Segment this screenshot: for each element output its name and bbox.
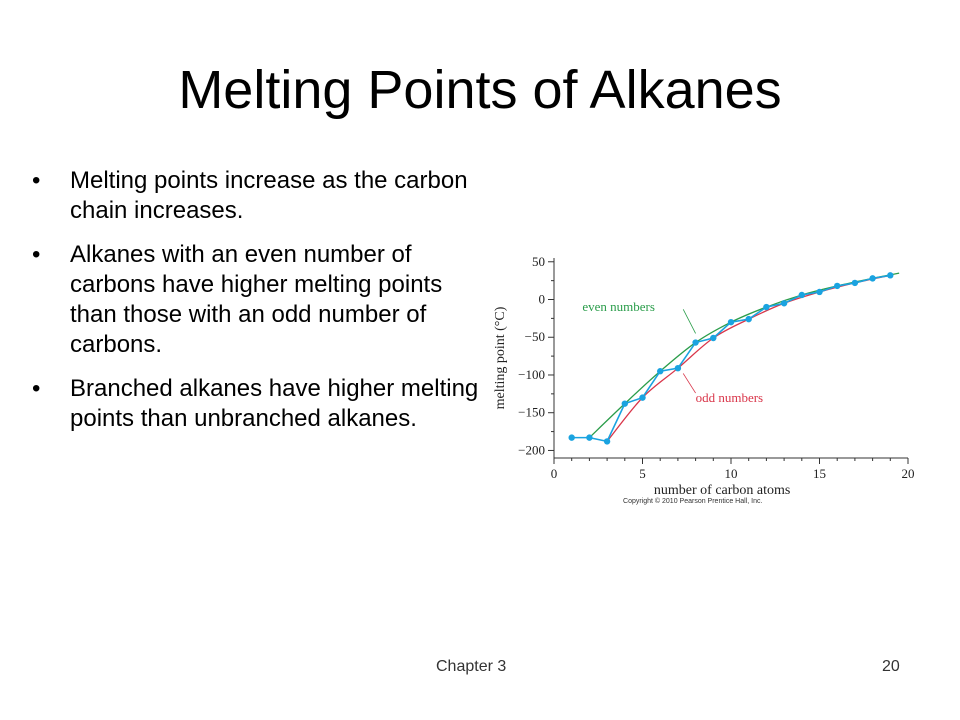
bullet-list [32, 166, 482, 448]
odd-numbers-leader [683, 373, 695, 393]
data-point [763, 304, 769, 310]
data-point [569, 434, 575, 440]
data-point [816, 289, 822, 295]
bullet-text: Branched alkanes have higher melting points than unbranched alkanes. [70, 375, 479, 432]
data-point [710, 335, 716, 341]
x-tick-label: 10 [724, 466, 738, 481]
x-tick-label: 5 [639, 466, 646, 481]
footer-chapter: Chapter 3 [436, 658, 507, 675]
y-tick-label: −50 [524, 329, 545, 345]
footer-page-number: 20 [882, 658, 900, 675]
legend-even-numbers: even numbers [582, 298, 655, 314]
chart-svg [484, 248, 924, 520]
x-tick-label: 15 [813, 466, 826, 481]
data-point [852, 280, 858, 286]
data-point [834, 283, 840, 289]
data-point [675, 365, 681, 371]
data-point [746, 316, 752, 322]
y-axis-label: melting point (°C) [493, 306, 508, 410]
data-point [692, 339, 698, 345]
bullet-text: Melting points increase as the carbon chain increases. [70, 167, 468, 224]
even-numbers-leader [683, 309, 695, 333]
data-point [799, 292, 805, 298]
y-tick-label: −150 [518, 404, 545, 420]
bullet-item [32, 374, 482, 434]
x-tick-label: 20 [901, 466, 915, 481]
data-point [728, 319, 734, 325]
y-tick-label: −100 [518, 366, 545, 382]
legend-odd-numbers: odd numbers [695, 390, 764, 406]
melting-point-chart [484, 248, 924, 520]
data-point [622, 400, 628, 406]
y-tick-label: −200 [518, 442, 545, 458]
even-numbers-curve [589, 273, 899, 438]
bullet-dot-icon: • [32, 241, 41, 268]
data-point [657, 368, 663, 374]
data-point [639, 394, 645, 400]
bullet-item [32, 166, 482, 226]
bullet-item [32, 240, 482, 360]
bullet-dot-icon: • [32, 167, 41, 194]
y-tick-label: 0 [538, 291, 545, 307]
x-axis-label: number of carbon atoms [653, 483, 791, 498]
slide-title: Melting Points of Alkanes [178, 60, 782, 120]
bullet-dot-icon: • [32, 375, 41, 402]
data-point [604, 438, 610, 444]
data-point [781, 300, 787, 306]
y-tick-label: 50 [532, 253, 545, 269]
copyright-note: Copyright © 2010 Pearson Prentice Hall, Inc. [623, 498, 763, 505]
data-point [869, 275, 875, 281]
data-point [887, 272, 893, 278]
x-tick-label: 0 [550, 466, 558, 481]
data-point [586, 434, 592, 440]
bullet-text: Alkanes with an even number of carbons have higher melting points than those with an odd number of carbons. [70, 241, 443, 358]
